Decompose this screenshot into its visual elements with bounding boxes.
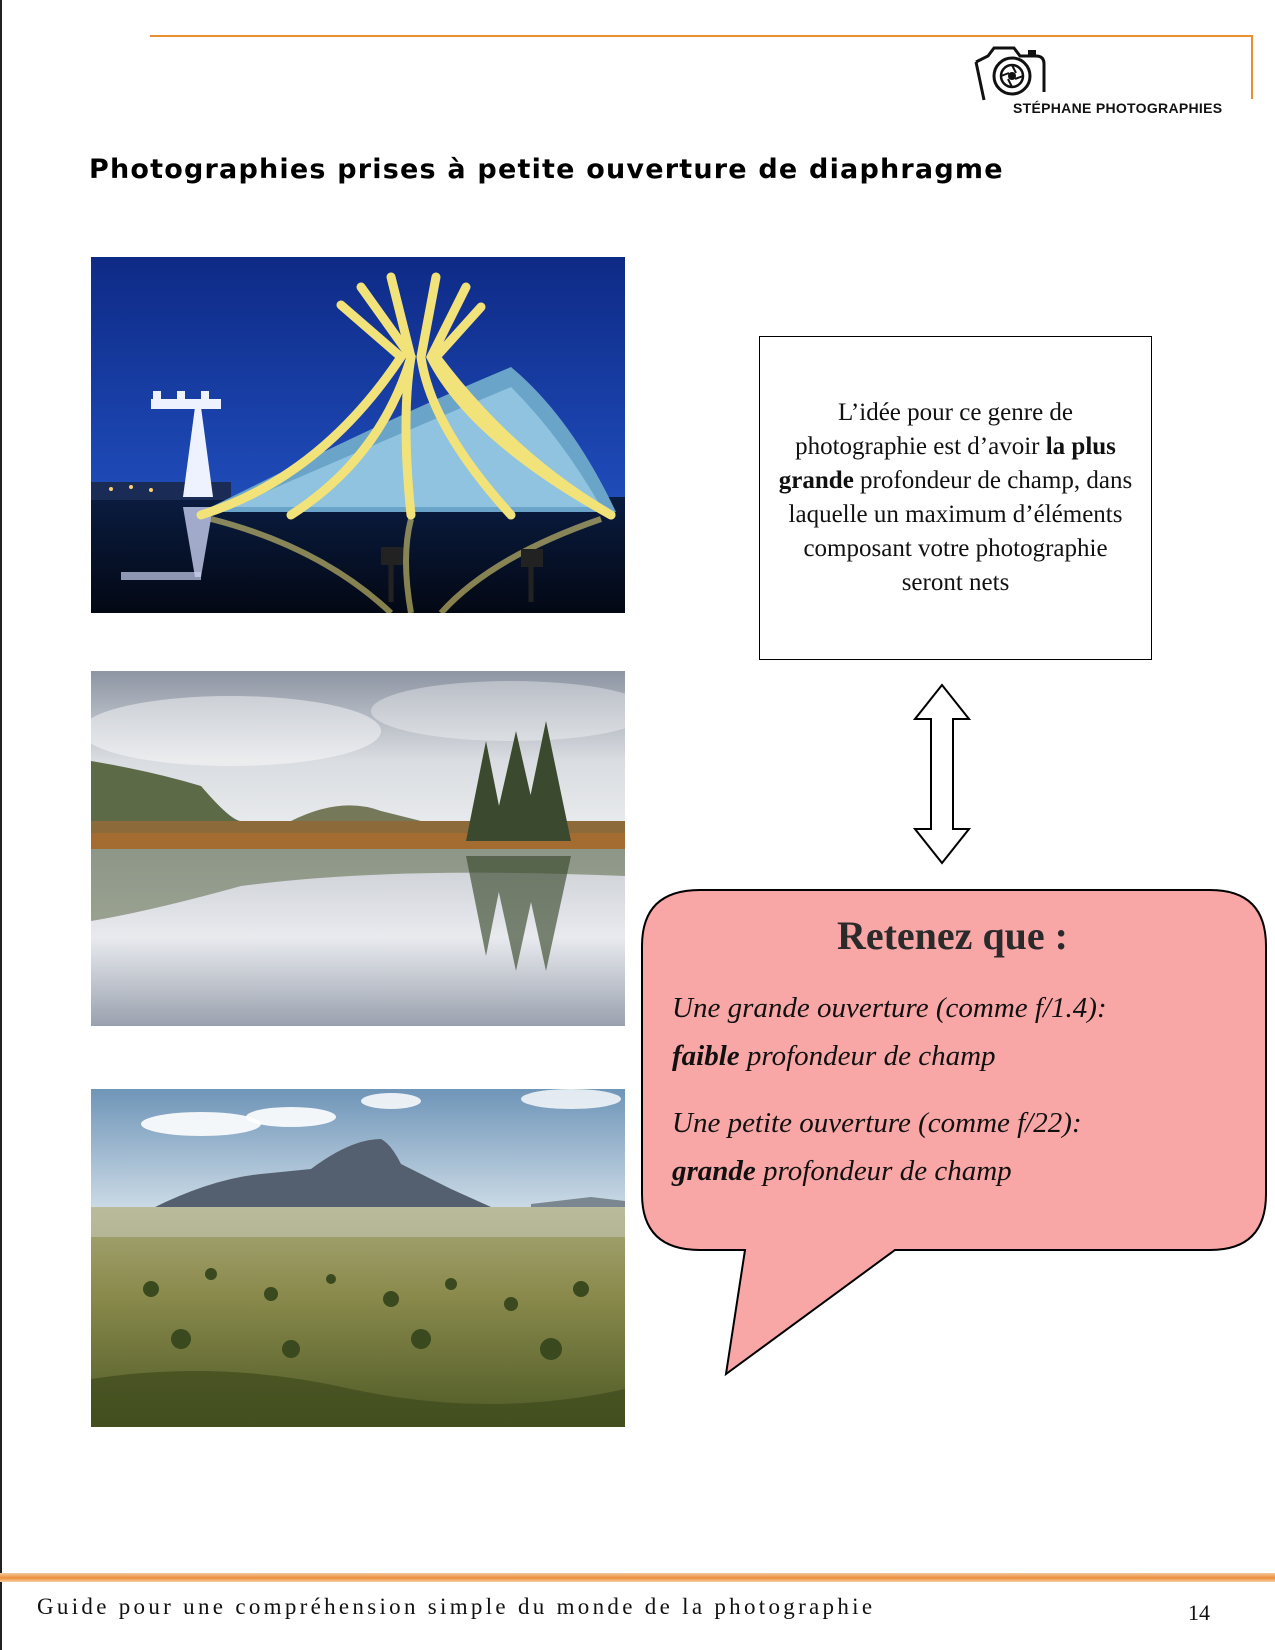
- left-page-edge: [0, 0, 2, 1650]
- info-text-end: profondeur de champ, dans laquelle un maximum d’éléments composant votre photographie seront nets: [788, 467, 1133, 596]
- header-rule-corner: [1251, 35, 1253, 99]
- header-rule: [150, 35, 1252, 37]
- info-text-start: L’idée pour ce genre de photographie est d’avoir: [795, 399, 1074, 460]
- brand-logo: [970, 40, 1240, 120]
- camera-icon: [970, 40, 1060, 106]
- info-text-emphasis: la plus grande: [778, 433, 1116, 494]
- brand-name: STÉPHANE PHOTOGRAPHIES: [1013, 100, 1223, 116]
- info-text: [760, 396, 1151, 600]
- footer-text: Guide pour une compréhension simple du monde de la photographie: [37, 1594, 876, 1619]
- page-number: 14: [1188, 1600, 1210, 1625]
- callout-line-rest: profondeur de champ: [739, 1040, 996, 1072]
- callout-line-shallow-depth: [672, 1040, 996, 1073]
- cathedral-photo: [91, 257, 625, 613]
- footer-rule: [0, 1573, 1275, 1582]
- page-title: Photographies prises à petite ouverture de diaphragme: [89, 154, 1004, 185]
- double-arrow-vertical-icon: [913, 683, 971, 865]
- callout-line-large-aperture: Une grande ouverture (comme f/1.4):: [672, 992, 1107, 1024]
- callout-line-rest: profondeur de champ: [755, 1155, 1012, 1187]
- callout-line-small-aperture: Une petite ouverture (comme f/22):: [672, 1107, 1082, 1139]
- callout-emphasis-grande: grande: [672, 1155, 756, 1187]
- callout-title: Retenez que :: [836, 913, 1069, 958]
- mountain-plain-photo: [91, 1089, 625, 1427]
- lake-reflection-photo: [91, 671, 625, 1026]
- info-box: [759, 336, 1152, 660]
- callout-line-deep-depth: [672, 1155, 1012, 1188]
- callout-emphasis-faible: faible: [672, 1040, 740, 1072]
